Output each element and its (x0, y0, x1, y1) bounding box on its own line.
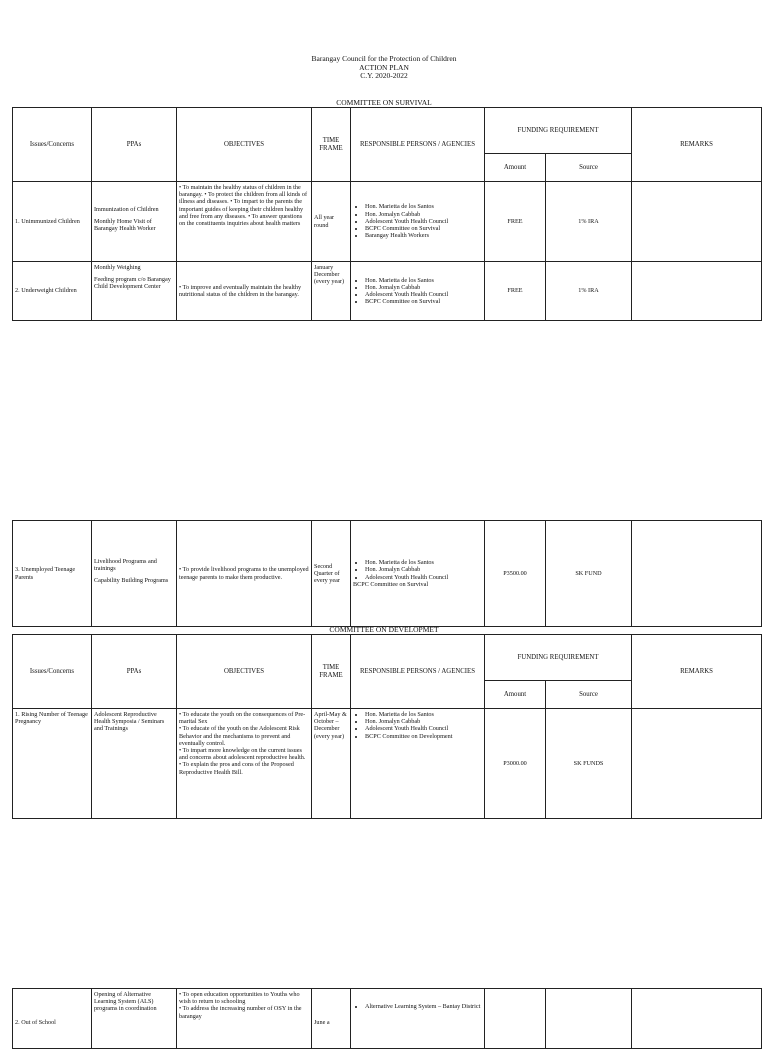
source-cell: 1% IRA (546, 262, 632, 321)
time-frame-cell: June a (312, 989, 351, 1049)
responsible-item: • Adolescent Youth Health Council (365, 725, 482, 732)
source-cell: 1% IRA (546, 182, 632, 262)
col-issues: Issues/Concerns (13, 635, 92, 709)
col-objectives: OBJECTIVES (177, 635, 312, 709)
amount-cell: FREE (485, 262, 546, 321)
responsible-item: • Hon. Jomalyn Cabbab (365, 718, 482, 725)
ppa-item: Capability Building Programs (94, 577, 169, 585)
header-row (13, 108, 762, 154)
remarks-cell (632, 709, 762, 819)
responsible-cell (351, 521, 485, 627)
col-ppas: PPAs (92, 635, 177, 709)
responsible-item: • Adolescent Youth Health Council (365, 291, 482, 298)
responsible-item: • Adolescent Youth Health Council (365, 218, 482, 225)
table-row (13, 262, 762, 321)
amount-cell: P3000.00 (485, 709, 546, 819)
responsible-item: • Hon. Marietta de los Santos (365, 203, 482, 210)
issue-cell: 1. Rising Number of Teenage Pregnancy (13, 709, 92, 819)
development-table (12, 634, 762, 819)
objectives-cell: • To open education opportunities to Youths who wish to return to schooling • To address the increasing number of OSY in the barangay (177, 989, 312, 1049)
development-continued-table (12, 988, 762, 1049)
ppas-cell (92, 182, 177, 262)
col-issues: Issues/Concerns (13, 108, 92, 182)
responsible-item: • Barangay Health Workers (365, 232, 482, 239)
time-frame-cell: January December (every year) (312, 262, 351, 321)
responsible-item: • Hon. Jomalyn Cabbab (365, 211, 482, 218)
responsible-item: • Hon. Jomalyn Cabbab (365, 284, 482, 291)
col-ppas: PPAs (92, 108, 177, 182)
ppa-item: Feeding program c/o Barangay Child Development Center (94, 276, 171, 291)
col-source: Source (546, 681, 632, 709)
amount-cell: FREE (485, 182, 546, 262)
source-cell: SK FUND (546, 521, 632, 627)
responsible-item: • BCPC Committee on Survival (365, 225, 482, 232)
issue-cell: 1. Unimmunized Children (13, 182, 92, 262)
time-frame-cell: April-May & October – December (every year) (312, 709, 351, 819)
responsible-extra: BCPC Committee on Survival (353, 580, 429, 588)
table-row (13, 709, 762, 819)
ppa-item: Monthly Weighing (94, 264, 141, 271)
table-row (13, 182, 762, 262)
committee-survival-title: COMMITTEE ON SURVIVAL (336, 98, 432, 107)
responsible-cell (351, 709, 485, 819)
col-objectives: OBJECTIVES (177, 108, 312, 182)
council-name: Barangay Council for the Protection of Children (311, 54, 457, 63)
col-remarks: REMARKS (632, 108, 762, 182)
remarks-cell (632, 521, 762, 627)
time-frame-cell: Second Quarter of every year (312, 521, 351, 627)
remarks-cell (632, 989, 762, 1049)
calendar-year: C.Y. 2020-2022 (360, 71, 408, 80)
col-remarks: REMARKS (632, 635, 762, 709)
table-row (13, 521, 762, 627)
issue-cell: 2. Out of School (13, 989, 92, 1049)
document-header (0, 55, 768, 81)
col-funding: FUNDING REQUIREMENT (485, 108, 632, 154)
amount-cell: P3500.00 (485, 521, 546, 627)
responsible-item: • Hon. Marietta de los Santos (365, 277, 482, 284)
issue-cell: 3. Unemployed Teenage Parents (13, 521, 92, 627)
source-cell (546, 989, 632, 1049)
ppa-item: Adolescent Reproductive Health Symposia / Seminars and Trainings (94, 711, 165, 733)
objectives-cell: • To improve and eventually maintain the healthy nutritional status of the children in the barangay. (177, 262, 312, 321)
amount-cell (485, 989, 546, 1049)
plan-title: ACTION PLAN (359, 62, 409, 72)
ppas-cell (92, 521, 177, 627)
responsible-cell (351, 262, 485, 321)
ppas-cell (92, 262, 177, 321)
ppas-cell (92, 709, 177, 819)
col-responsible: RESPONSIBLE PERSONS / AGENCIES (351, 108, 485, 182)
survival-continued-table (12, 520, 762, 627)
col-source: Source (546, 154, 632, 182)
col-funding: FUNDING REQUIREMENT (485, 635, 632, 681)
table-row (13, 989, 762, 1049)
responsible-item: • BCPC Committee on Survival (365, 298, 482, 305)
col-responsible: RESPONSIBLE PERSONS / AGENCIES (351, 635, 485, 709)
ppa-item: Monthly Home Visit of Barangay Health Worker (94, 217, 156, 233)
col-amount: Amount (485, 681, 546, 709)
remarks-cell (632, 262, 762, 321)
source-cell: SK FUNDS (546, 709, 632, 819)
responsible-cell (351, 989, 485, 1049)
col-time-frame: TIME FRAME (312, 108, 351, 182)
committee-development-title: COMMITTEE ON DEVELOPMET (329, 625, 439, 634)
responsible-item: • Hon. Marietta de los Santos (365, 711, 482, 718)
time-frame-cell: All year round (312, 182, 351, 262)
responsible-item: • Hon. Marietta de los Santos (365, 559, 482, 566)
ppa-item: Immunization of Children (94, 205, 159, 213)
ppa-item: Livelihood Programs and trainings (94, 557, 157, 572)
survival-table (12, 107, 762, 321)
col-time-frame: TIME FRAME (312, 635, 351, 709)
responsible-item: • Alternative Learning System – Bantay District (365, 1003, 482, 1010)
issue-cell: 2. Underweight Children (13, 262, 92, 321)
header-row (13, 635, 762, 681)
responsible-item: • BCPC Committee on Development (365, 733, 482, 740)
responsible-item: • Hon. Jomalyn Cabbab (365, 566, 482, 573)
objectives-cell: • To provide livelihood programs to the unemployed teenage parents to make them productive. (177, 521, 312, 627)
objectives-cell: • To educate the youth on the consequences of Pre-marital Sex • To educate of the youth on the Adolescent Risk Behavior and the mechanisms to prevent and eventually control. • To impart more knowledge on the current issues and concerns about adolescent reproductive health. • To explain the pros and cons of the Proposed Reproductive Health Bill. (177, 709, 312, 819)
ppas-cell: Opening of Alternative Learning System (ALS) programs in coordination (92, 989, 177, 1049)
col-amount: Amount (485, 154, 546, 182)
objectives-cell: • To maintain the healthy status of children in the barangay. • To protect the children from all kinds of illness and diseases. • To impart to the parents the important guides of keeping their children healthy and free from any diseases. • To answer questions on the constituents inquiries about health matters (177, 182, 312, 262)
responsible-cell (351, 182, 485, 262)
responsible-item: • Adolescent Youth Health Council (365, 574, 482, 581)
remarks-cell (632, 182, 762, 262)
